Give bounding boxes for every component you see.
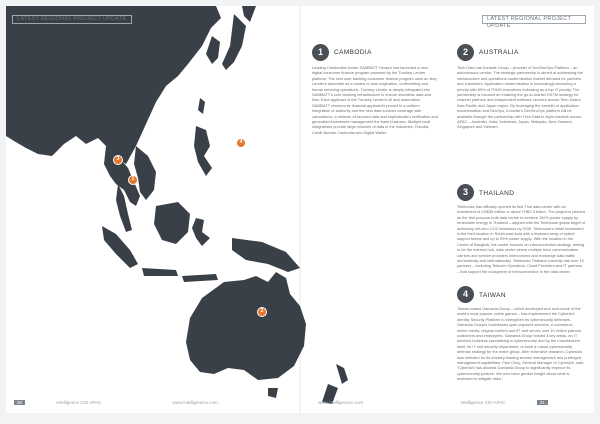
- map-marker-thailand[interactable]: 3: [113, 155, 123, 165]
- website-url-right[interactable]: www.intelligentcio.com: [318, 400, 364, 405]
- section-tab-left: LATEST REGIONAL PROJECT UPDATE: [12, 15, 132, 24]
- article-body-australia: Tech Data has Ironside Group – provider of DevSecOps Platform – an autonomous vendor. The strategic partnership is aimed at addressing the infrastructure and operations modernisation market demand for partners and customers. Application modernisation is increasingly becoming a priority with 89% of IT/MG executives indicating as a top IT priority. The partnership is focused on enabling the go-to-market DSTM strategy for channel partners and independent software vendors across Tech Data's Asia Pacific and Japan region. By leveraging the breadth of application modernisation and DevOps, Ironside's DevSecOps platform will be available through the partnership with Tech Data in eight markets across APAC – Australia, India, Indonesia, Japan, Malaysia, New Zealand, Singapore and Vietnam.: [457, 65, 583, 130]
- section-tab-right: LATEST REGIONAL PROJECT UPDATE: [482, 15, 586, 24]
- map-marker-taiwan[interactable]: 4: [236, 138, 246, 148]
- map-marker-cambodia[interactable]: 1: [128, 175, 138, 185]
- article-title-cambodia: CAMBODIA: [334, 49, 372, 56]
- map-landmass: [6, 6, 348, 404]
- article-number-3: 3: [457, 184, 474, 201]
- article-title-thailand: THAILAND: [479, 190, 515, 197]
- article-number-2: 2: [457, 44, 474, 61]
- page-number-right: 31: [537, 400, 548, 405]
- footer-right: [318, 398, 588, 408]
- article-number-4: 4: [457, 286, 474, 303]
- article-title-australia: AUSTRALIA: [479, 49, 519, 56]
- article-body-cambodia: Leading Cambodian lender SAMBATT Heray's has launched a new digital consumer finance program powered by the Turnkey Lender platform. The new user banking consumer finance program uses an Ikey Lender's automate as a means to loan origination, underwriting and formal servicing operations. Turnkey Lender is deeply integrated into SAMBATT's core banking infrastructure to ensure seamless data and flow. Each applicant is the Turnkey Lender's AI and automation. SAMBATT receives its financial applicant's proved in a uniform integration of authority and the new data sources coverage with calculations, a network of secured data and sophisticated verification and generated investment management the bank business. Multiple local integrations provide large volumes of data in the industries, Telcuba, Credit Bureau Cambodia and Digital Wallet.: [312, 65, 438, 135]
- magazine-name-left: Intelligence CIO APAC: [56, 400, 102, 405]
- map-marker-australia[interactable]: 2: [257, 307, 267, 317]
- article-title-taiwan: TAIWAN: [479, 292, 506, 299]
- article-body-thailand: Telehouse has officially opened its first Thai data center with an investment of US$38 million or about THB2.5 billion. The project is pitched as the first purpose-built data centre to achieve 100% power supply by renewable energy in Thailand – aligned with the Telehouse global target of achieving net-zero CO2 emissions by 2030. Telehouse's initial investment is the third location in South-east Asia with a featured array of hybrid support teams and up to 99% power supply. With the location in the Centre of Bangkok, the center focuses on interconnection strategy, aiming to be the Internet hub, data centre where multiple telco communication carriers and service providers interconnect and exchange data traffic domestically and internationally. Telehouse Thailand currently has over 10 partners – including Telecom Operators, Cloud Providers and IT partners – that support the ecosystem of interconnection in the data center.: [457, 204, 585, 274]
- footer-left: [14, 398, 294, 408]
- article-number-1: 1: [312, 44, 329, 61]
- article-body-taiwan: Taiwan-based Gamania Group – which developed and runs some of the world's most popular online games – has implemented the CyberArk Identity Security Platform to strengthen its cybersecurity defenses. Gamania Group's businesses span payment services, e-commerce, online media, original content and IP, and serves over 10 million patrons, customers and employees. Gamania Group hosted 3 key areas, an IT services business specialising in cybersecurity and by the manufacturer itself, its IT and security department, to build a robust cybersecurity defense strategy for the entire group. After extensive research, CyberArk was selected for its industry-leading access management and privileged management capabilities. Paul Chuy, General Manager of CyberArk, said, "CyberArk has allowed Gamania Group to significantly improve its cybersecurity posture. We now have greater insight about what is reviewed to mitigate risks.": [457, 306, 585, 382]
- magazine-name-right: Intelligence CIO APAC: [460, 400, 506, 405]
- page-number-left: 30: [14, 400, 25, 405]
- website-url-left[interactable]: www.intelligentcio.com: [172, 400, 218, 405]
